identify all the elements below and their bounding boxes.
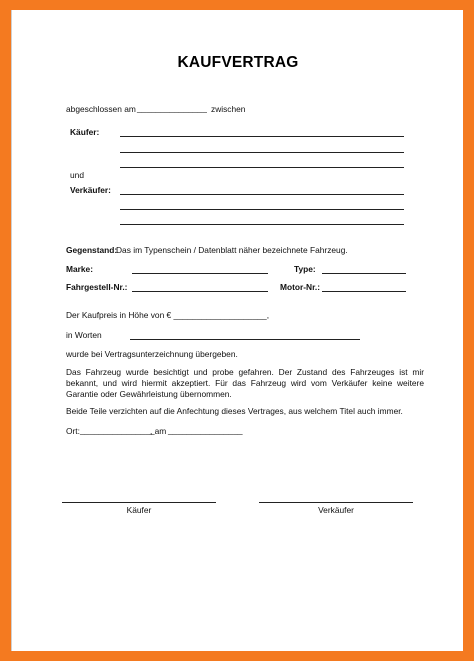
brand-label: Marke: <box>66 264 93 274</box>
brand-line[interactable] <box>132 273 268 274</box>
intro-suffix: zwischen <box>211 104 246 114</box>
seller-line-3[interactable] <box>120 224 404 225</box>
buyer-line-3[interactable] <box>120 167 404 168</box>
type-line[interactable] <box>322 273 406 274</box>
buyer-label: Käufer: <box>70 127 100 137</box>
waiver-paragraph: Beide Teile verzichten auf die Anfechtung dieses Vertrages, aus welchem Titel auch immer. <box>66 406 403 416</box>
price-words-label: in Worten <box>66 330 102 340</box>
date-label: , am <box>150 426 167 436</box>
seller-line-2[interactable] <box>120 209 404 210</box>
buyer-line-1[interactable] <box>120 136 404 137</box>
intro-prefix: abgeschlossen am <box>66 104 136 114</box>
buyer-line-2[interactable] <box>120 152 404 153</box>
subject-label: Gegenstand: <box>66 245 118 255</box>
seller-signature-line[interactable] <box>259 502 413 503</box>
subject-text: Das im Typenschein / Datenblatt näher bezeichnete Fahrzeug. <box>116 245 348 255</box>
buyer-signature-label: Käufer <box>126 505 152 515</box>
and-label: und <box>70 170 84 180</box>
place-blank[interactable]: ________________ <box>80 425 155 435</box>
contract-page <box>11 10 463 651</box>
seller-signature-label: Verkäufer <box>318 505 354 515</box>
date-blank[interactable]: ________________ <box>168 425 243 435</box>
handover-text: wurde bei Vertragsunterzeichnung übergeben. <box>66 349 238 359</box>
contract-date-blank[interactable]: _______________ <box>137 103 207 113</box>
chassis-label: Fahrgestell-Nr.: <box>66 282 128 292</box>
engine-line[interactable] <box>322 291 406 292</box>
page-title: KAUFVERTRAG <box>177 54 299 71</box>
price-words-line[interactable] <box>130 339 360 340</box>
chassis-line[interactable] <box>132 291 268 292</box>
seller-label: Verkäufer: <box>70 185 111 195</box>
seller-line-1[interactable] <box>120 194 404 195</box>
type-label: Type: <box>294 264 316 274</box>
price-line: Der Kaufpreis in Höhe von € ____________________, <box>66 310 270 320</box>
place-label: Ort: <box>66 426 80 436</box>
engine-label: Motor-Nr.: <box>280 282 321 292</box>
vehicle-condition-paragraph: Das Fahrzeug wurde besichtigt und probe gefahren. Der Zustand des Fahrzeuges ist mir bekannt, und wird hiermit akzeptiert. Für das Fahrzeug wird vom Verkäufer keine weitere Garantie oder Gewährleistung übernommen. <box>66 367 424 399</box>
buyer-signature-line[interactable] <box>62 502 216 503</box>
